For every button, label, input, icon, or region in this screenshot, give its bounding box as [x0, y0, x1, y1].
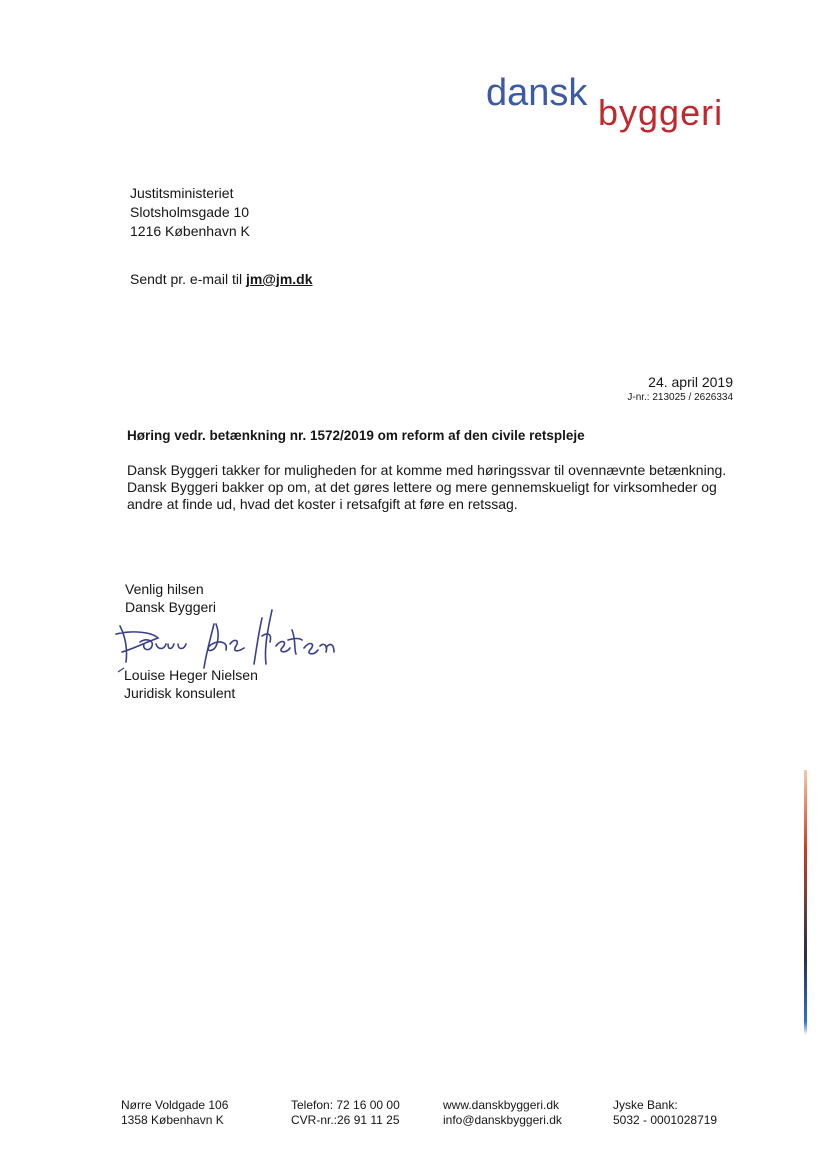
letter-date: 24. april 2019 [648, 374, 733, 390]
dansk-byggeri-logo [486, 72, 746, 152]
footer-address-line1: Nørre Voldgade 106 [121, 1098, 229, 1112]
sent-prefix: Sendt pr. e-mail til [130, 271, 246, 287]
signer-title: Juridisk konsulent [124, 685, 236, 701]
footer-phone: Telefon: 72 16 00 00 [291, 1098, 400, 1112]
closing-organization: Dansk Byggeri [125, 599, 217, 615]
recipient-address [130, 184, 250, 241]
footer-bank-account: 5032 - 0001028719 [613, 1113, 718, 1127]
footer-bank [613, 1098, 717, 1128]
logo-word-byggeri: byggeri [598, 92, 724, 133]
letter-body: Dansk Byggeri takker for muligheden for at komme med høringssvar til ovennævnte betænkning. Dansk Byggeri bakker op om, at det gøres lettere og mere gennemskueligt for virksomheder og andre at finde ud, hvad det koster i retsafgift at føre en retssag. [127, 462, 727, 512]
recipient-email-link[interactable]: jm@jm.dk [245, 271, 313, 287]
footer-contact [291, 1098, 400, 1128]
footer-website-link[interactable]: www.danskbyggeri.dk [443, 1098, 560, 1112]
recipient-city: 1216 København K [130, 223, 250, 239]
sent-by-email-line [130, 271, 313, 287]
scan-edge-stripe [804, 770, 807, 1035]
recipient-street: Slotsholmsgade 10 [130, 204, 250, 220]
footer-address [121, 1098, 228, 1128]
footer-address-line2: 1358 København K [121, 1113, 224, 1127]
letter-subject: Høring vedr. betænkning nr. 1572/2019 om reform af den civile retspleje [127, 428, 585, 443]
footer-bank-name: Jyske Bank: [613, 1098, 678, 1112]
closing-greeting: Venlig hilsen [125, 581, 204, 597]
footer-email-link[interactable]: info@danskbyggeri.dk [443, 1113, 562, 1127]
recipient-name: Justitsministeriet [130, 185, 234, 201]
logo-word-dansk: dansk [486, 72, 588, 114]
signer-block [124, 666, 258, 702]
journal-number: J-nr.: 213025 / 2626334 [627, 392, 733, 403]
footer-cvr: CVR-nr.:26 91 11 25 [291, 1113, 400, 1127]
signer-name: Louise Heger Nielsen [124, 667, 258, 683]
footer-online [443, 1098, 562, 1128]
